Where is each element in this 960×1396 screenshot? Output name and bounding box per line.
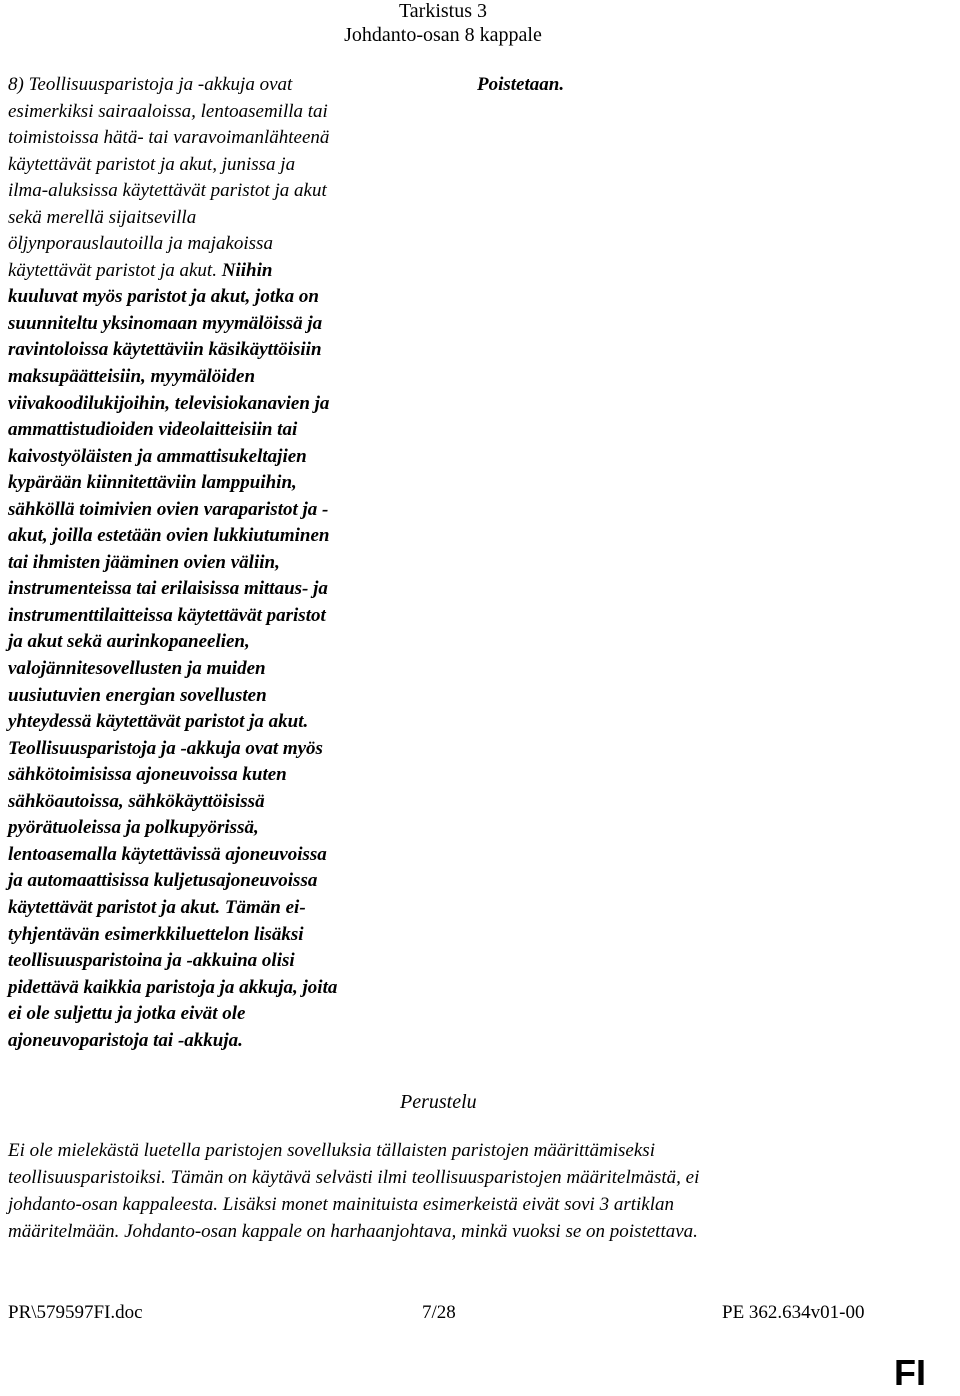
deleted-label: Poistetaan.	[477, 74, 565, 95]
justification-line: johdanto-osan kappaleesta. Lisäksi monet mainituista esimerkeistä eivät sovi 3 artiklan	[8, 1194, 674, 1215]
text-line-bold: ei ole suljettu ja jotka eivät ole	[8, 1003, 246, 1025]
text-line-bold: ravintoloissa käytettäviin käsikäyttöisiin	[8, 339, 322, 361]
text-line-bold: teollisuusparistoina ja -akkuina olisi	[8, 950, 295, 972]
footer-file: PR\579597FI.doc	[8, 1302, 143, 1323]
text-line-bold: yhteydessä käytettävät paristot ja akut.	[8, 711, 309, 733]
justification-line: teollisuusparistoiksi. Tämän on käytävä selvästi ilmi teollisuusparistojen määritelmästä, ei	[8, 1167, 700, 1188]
text-line-bold: ja automaattisissa kuljetusajoneuvoissa	[8, 870, 318, 892]
text-line-bold: Teollisuusparistoja ja -akkuja ovat myös	[8, 737, 323, 759]
text-line-bold: tyhjentävän esimerkkiluettelon lisäksi	[8, 923, 304, 945]
amendment-number: Tarkistus 3	[398, 0, 488, 22]
text-line-bold: sähkötoimisissa ajoneuvoissa kuten	[8, 764, 287, 786]
text-line-bold: valojännitesovellusten ja muiden	[8, 658, 266, 680]
text-line-bold: viivakoodilukijoihin, televisiokanavien ja	[8, 392, 330, 414]
text-line-bold: kaivostyöläisten ja ammattisukeltajien	[8, 445, 307, 467]
text-line: 8) Teollisuusparistoja ja -akkuja ovat	[8, 74, 293, 95]
text-line-bold: sähköautoissa, sähkökäyttöisissä	[8, 790, 265, 812]
justification-title: Perustelu	[400, 1091, 477, 1113]
text-line-bold: instrumenteissa tai erilaisissa mittaus- ja	[8, 578, 328, 600]
text-line-bold: kuuluvat myös paristot ja akut, jotka on	[8, 286, 319, 308]
footer-page-number: 7/28	[422, 1302, 456, 1323]
text-line-bold: ajoneuvoparistoja tai -akkuja.	[8, 1029, 243, 1051]
justification-line: määritelmään. Johdanto-osan kappale on harhaanjohtava, minkä vuoksi se on poistettava.	[8, 1221, 698, 1242]
footer-reference: PE 362.634v01-00	[722, 1302, 865, 1323]
text-line-bold: ammattistudioiden videolaitteisiin tai	[8, 419, 298, 441]
text-line-bold: akut, joilla estetään ovien lukkiutuminen	[8, 525, 330, 547]
language-code: FI	[894, 1352, 926, 1393]
text-line: esimerkiksi sairaaloissa, lentoasemilla tai	[8, 100, 328, 122]
text-line-bold: käytettävät paristot ja akut. Tämän ei-	[8, 896, 306, 918]
text-line: toimistoissa hätä- tai varavoimanlähteenä	[8, 127, 330, 149]
justification-text	[8, 1137, 908, 1245]
text-line-bold: lentoasemalla käytettävissä ajoneuvoissa	[8, 843, 327, 865]
text-line-bold: ja akut sekä aurinkopaneelien,	[8, 631, 250, 653]
text-line-bold: sähköllä toimivien ovien varaparistot ja -	[8, 498, 329, 520]
text-line-bold: maksupäätteisiin, myymälöiden	[8, 366, 256, 388]
text-line-bold: pidettävä kaikkia paristoja ja akkuja, joita	[8, 976, 338, 998]
text-line: ilma-aluksissa käytettävät paristot ja akut	[8, 180, 327, 202]
text-normal-part: käytettävät paristot ja akut.	[8, 259, 217, 281]
text-bold-part: Niihin	[216, 259, 273, 281]
text-line-bold: uusiutuvien energian sovellusten	[8, 684, 267, 706]
text-line: käytettävät paristot ja akut, junissa ja	[8, 153, 296, 175]
amendment-text	[8, 72, 428, 1054]
text-line: sekä merellä sijaitsevilla	[8, 206, 197, 228]
text-line-mixed	[8, 258, 428, 285]
text-line-bold: kypärään kiinnitettäviin lamppuihin,	[8, 472, 297, 494]
text-line-bold: tai ihmisten jääminen ovien väliin,	[8, 551, 280, 573]
text-line-bold: instrumenttilaitteissa käytettävät paristot	[8, 604, 326, 626]
justification-line: Ei ole mielekästä luetella paristojen sovelluksia tällaisten paristojen määrittämiseksi	[8, 1140, 655, 1161]
text-line: öljynporauslautoilla ja majakoissa	[8, 233, 273, 255]
text-line-bold: suunniteltu yksinomaan myymälöissä ja	[8, 312, 323, 334]
text-line-bold: pyörätuoleissa ja polkupyörissä,	[8, 817, 259, 839]
amendment-target: Johdanto-osan 8 kappale	[344, 24, 542, 46]
